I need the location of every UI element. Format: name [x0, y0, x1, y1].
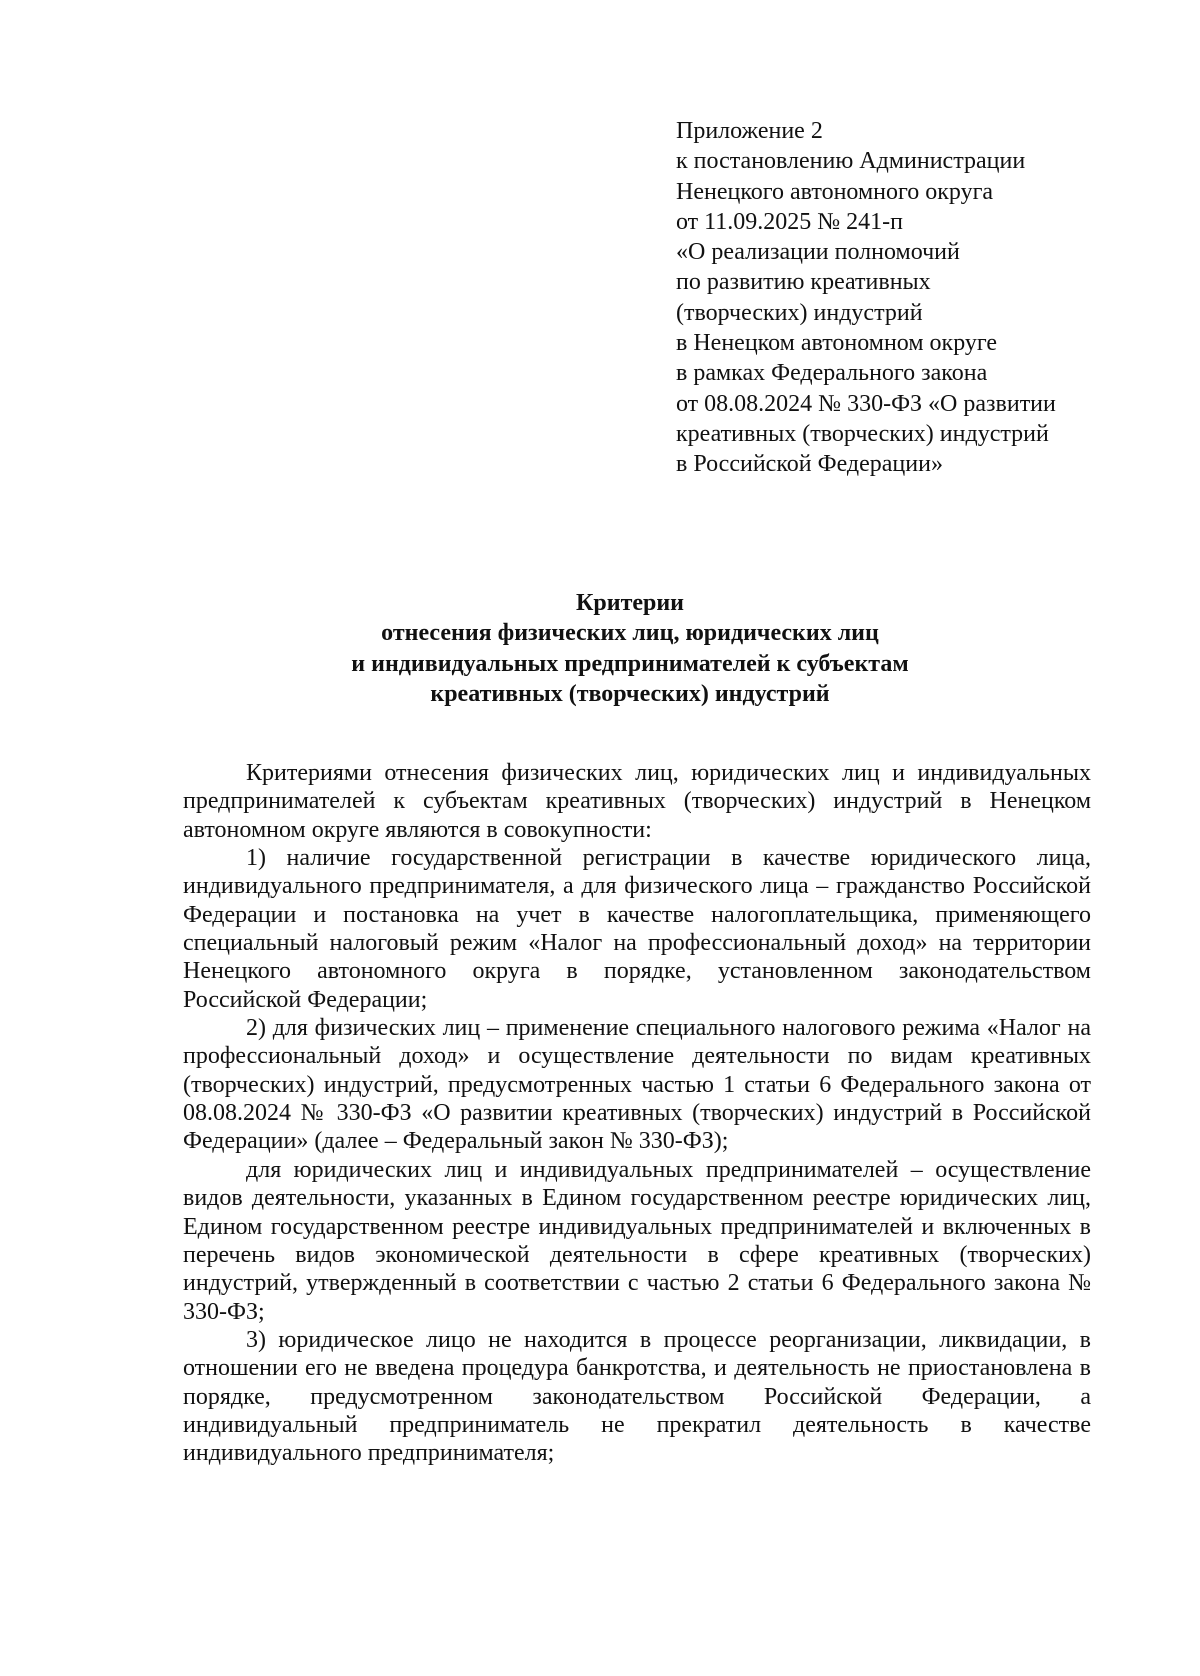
document-body [183, 759, 1091, 1468]
appendix-line: от 08.08.2024 № 330-ФЗ «О развитии [676, 390, 1056, 417]
title-line: Критерии [575, 590, 685, 616]
appendix-line: в рамках Федерального закона [676, 360, 988, 387]
title-line: отнесения физических лиц, юридических лиц [381, 620, 879, 647]
document-title [0, 588, 1200, 709]
appendix-line: в Российской Федерации» [676, 451, 943, 478]
appendix-line: к постановлению Администрации [676, 148, 1026, 175]
appendix-line: (творческих) индустрий [676, 299, 923, 326]
title-line: креативных (творческих) индустрий [430, 680, 830, 707]
appendix-line: креативных (творческих) индустрий [676, 420, 1049, 447]
title-line: и индивидуальных предпринимателей к субъектам [351, 650, 909, 677]
appendix-line: Приложение 2 [676, 118, 823, 144]
appendix-reference [676, 116, 1136, 480]
body-paragraph-item-2-continued: для юридических лиц и индивидуальных предпринимателей – осуществление видов деятельности, указанных в Едином государственном реестре юридических лиц, Едином государственном реестре индивидуальных предпринимателей и включенных в перечень видов экономической деятельности в сфере креативных (творческих) индустрий, утвержденный в соответствии с частью 2 статьи 6 Федерального закона № 330-ФЗ; [183, 1156, 1091, 1325]
body-paragraph-intro: Критериями отнесения физических лиц, юридических лиц и индивидуальных предпринимателей к субъектам креативных (творческих) индустрий в Ненецком автономном округе являются в совокупности: [183, 760, 1091, 843]
appendix-line: от 11.09.2025 № 241-п [676, 208, 904, 235]
appendix-line: Ненецкого автономного округа [676, 178, 994, 205]
body-paragraph-item-3: 3) юридическое лицо не находится в процессе реорганизации, ликвидации, в отношении его не введена процедура банкротства, и деятельность не приостановлена в порядке, предусмотренном законодательством Российской Федерации, а индивидуальный предприниматель не прекратил деятельность в качестве индивидуального предпринимателя; [183, 1326, 1091, 1467]
appendix-line: по развитию креативных [676, 269, 931, 296]
appendix-line: в Ненецком автономном округе [676, 330, 998, 357]
appendix-line: «О реализации полномочий [676, 239, 960, 266]
body-paragraph-item-2: 2) для физических лиц – применение специального налогового режима «Налог на профессиональный доход» и осуществление деятельности по видам креативных (творческих) индустрий, предусмотренных частью 1 статьи 6 Федерального закона от 08.08.2024 № 330-ФЗ «О развитии креативных (творческих) индустрий в Российской Федерации» (далее – Федеральный закон № 330-ФЗ); [183, 1015, 1091, 1155]
body-paragraph-item-1: 1) наличие государственной регистрации в качестве юридического лица, индивидуального предпринимателя, а для физического лица – гражданство Российской Федерации и постановка на учет в качестве налогоплательщика, применяющего специальный налоговый режим «Налог на профессиональный доход» на территории Ненецкого автономного округа в порядке, установленном законодательством Российской Федерации; [183, 845, 1091, 1013]
